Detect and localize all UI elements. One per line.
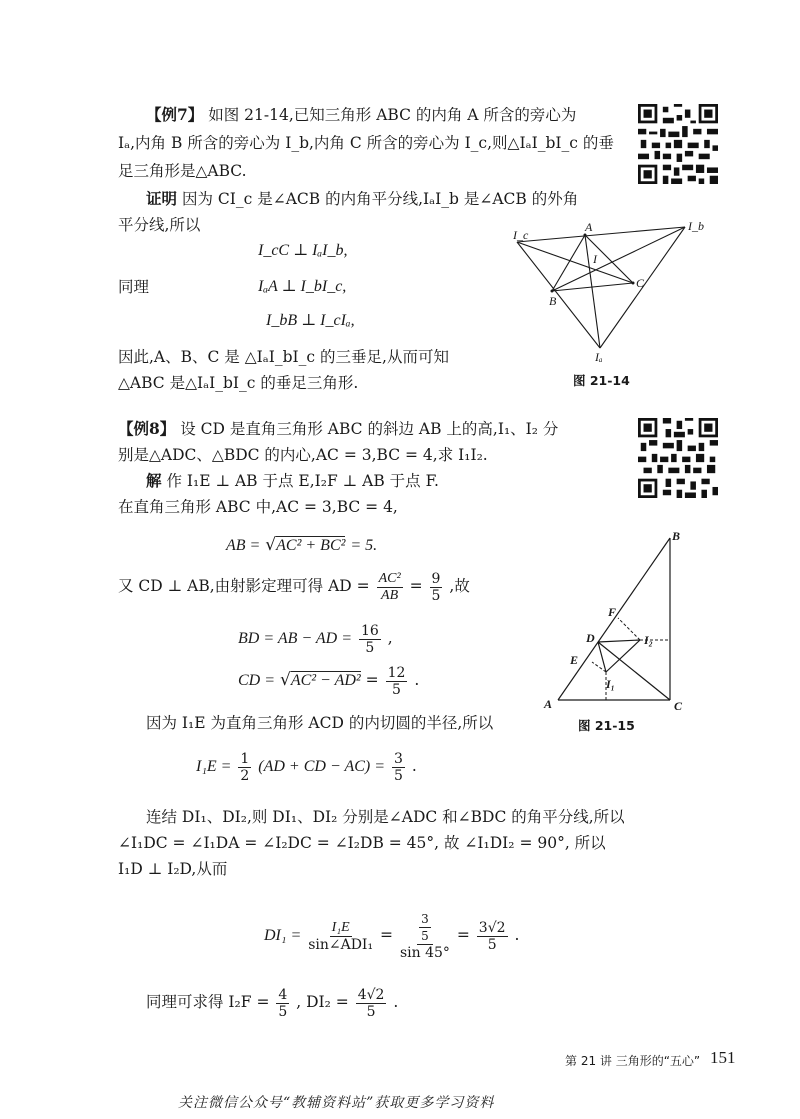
example8-line2: 别是△ADC、△BDC 的内心,AC = 3,BC = 4,求 I₁I₂.: [118, 446, 488, 464]
label-i2: I₂: [644, 633, 653, 647]
label-ia: Iₐ: [595, 350, 603, 364]
figure-21-14: [505, 215, 705, 365]
label-d: D: [586, 631, 595, 645]
proof-label: 证明: [146, 189, 178, 208]
qr-code-icon: [638, 418, 718, 498]
seg-i1-i2: [606, 640, 640, 672]
equation-ab: AB = √AC² + BC² = 5.: [226, 535, 378, 555]
label-b: B: [549, 294, 557, 308]
label-i: I: [593, 252, 597, 266]
label-a: A: [544, 697, 553, 711]
figure-21-15: [540, 528, 700, 718]
example7-tag: 【例7】: [146, 105, 204, 124]
label-ib: I_b: [688, 219, 704, 233]
seg-d-i1: [598, 642, 606, 672]
similarly-label: 同理: [118, 278, 150, 296]
label-a: A: [585, 220, 593, 234]
equation-ad: 又 CD ⊥ AB,由射影定理可得 AD = $\frac{\text{AC²}}{AB}$ = $\frac{9}{5}$ ,故: [118, 570, 470, 604]
perp-i2-f: [618, 618, 640, 640]
label-e: E: [570, 653, 579, 667]
equation-cd: CD = √AC² − AD² = $\frac{12}{5}$ .: [238, 664, 420, 698]
equation-3: I_bB ⊥ I_cIₐ,: [266, 312, 355, 329]
seg-d-i2: [598, 640, 640, 642]
solution-line1: 解 作 I₁E ⊥ AB 于点 E,I₂F ⊥ AB 于点 F.: [146, 471, 439, 490]
page-number: 151: [710, 1048, 736, 1067]
altitude-cd: [598, 642, 670, 700]
label-c: C: [636, 276, 645, 290]
example7-conclusion1: 因此,A、B、C 是 △IₐI_bI_c 的三垂足,从而可知: [118, 348, 449, 366]
example7-line3: 足三角形是△ABC.: [118, 162, 247, 180]
solution-label: 解: [146, 471, 162, 490]
edge-ab: [558, 538, 670, 700]
label-c: C: [674, 699, 683, 713]
example7-proof-line1: 证明 因为 CI_c 是∠ACB 的内角平分线,IₐI_b 是∠ACB 的外角: [146, 189, 579, 208]
equation-bd: BD = AB − AD = $\frac{16}{5}$ ,: [238, 622, 393, 656]
example8-tag: 【例8】: [118, 419, 176, 438]
equation-1: I_cC ⊥ IₐI_b,: [258, 242, 348, 259]
label-b: B: [672, 529, 681, 543]
equation-di1: DI₁ = $\frac{\text{I₁E}}{\text{sin∠ADI₁}}$ = $\frac{\frac{3}{5}}{\sin 45^\circ}$ = $\frac{3√2}{5}$ .: [264, 912, 520, 961]
equation-i1e: I₁E = $\frac{1}{2}$ (AD + CD − AC) = $\frac{3}{5}$ .: [196, 750, 417, 784]
example7-line2: Iₐ,内角 B 所含的旁心为 I_b,内角 C 所含的旁心为 I_c,则△IₐI_bI_c 的垂: [118, 134, 614, 152]
label-i1: I₁: [606, 677, 615, 691]
edge-ic-ib: [517, 227, 685, 242]
because-line: 因为 I₁E 为直角三角形 ACD 的内切圆的半径,所以: [146, 714, 494, 732]
connect-line1: 连结 DI₁、DI₂,则 DI₁、DI₂ 分别是∠ADC 和∠BDC 的角平分线,所以: [146, 808, 625, 826]
example8-line1: 【例8】 设 CD 是直角三角形 ABC 的斜边 AB 上的高,I₁、I₂ 分: [118, 419, 559, 438]
example7-proof-line2: 平分线,所以: [118, 216, 201, 234]
likewise-line: 同理可求得 I₂F = $\frac{4}{5}$ , DI₂ = $\frac{4√2}{5}$ .: [146, 986, 399, 1020]
connect-line3: I₁D ⊥ I₂D,从而: [118, 860, 228, 878]
chapter-title: 第 21 讲 三角形的“五心”: [565, 1054, 701, 1068]
line-c-ic: [517, 242, 633, 283]
figure-caption-21-14: 图 21-14: [573, 373, 630, 388]
label-ic: I_c: [513, 228, 529, 242]
example7-conclusion2: △ABC 是△IₐI_bI_c 的垂足三角形.: [118, 374, 359, 392]
figure-caption-21-15: 图 21-15: [578, 718, 635, 733]
equation-2: IₐA ⊥ I_bI_c,: [258, 278, 347, 295]
qr-code-icon: [638, 104, 718, 184]
watermark: 关注微信公众号“教辅资料站”获取更多学习资料: [178, 1095, 495, 1111]
connect-line2: ∠I₁DC = ∠I₁DA = ∠I₂DC = ∠I₂DB = 45°, 故 ∠I₁DI₂ = 90°, 所以: [118, 834, 606, 852]
solution-line2: 在直角三角形 ABC 中,AC = 3,BC = 4,: [118, 498, 398, 516]
example7-line1: 【例7】 如图 21-14,已知三角形 ABC 的内角 A 所含的旁心为: [146, 105, 577, 124]
label-f: F: [608, 605, 617, 619]
